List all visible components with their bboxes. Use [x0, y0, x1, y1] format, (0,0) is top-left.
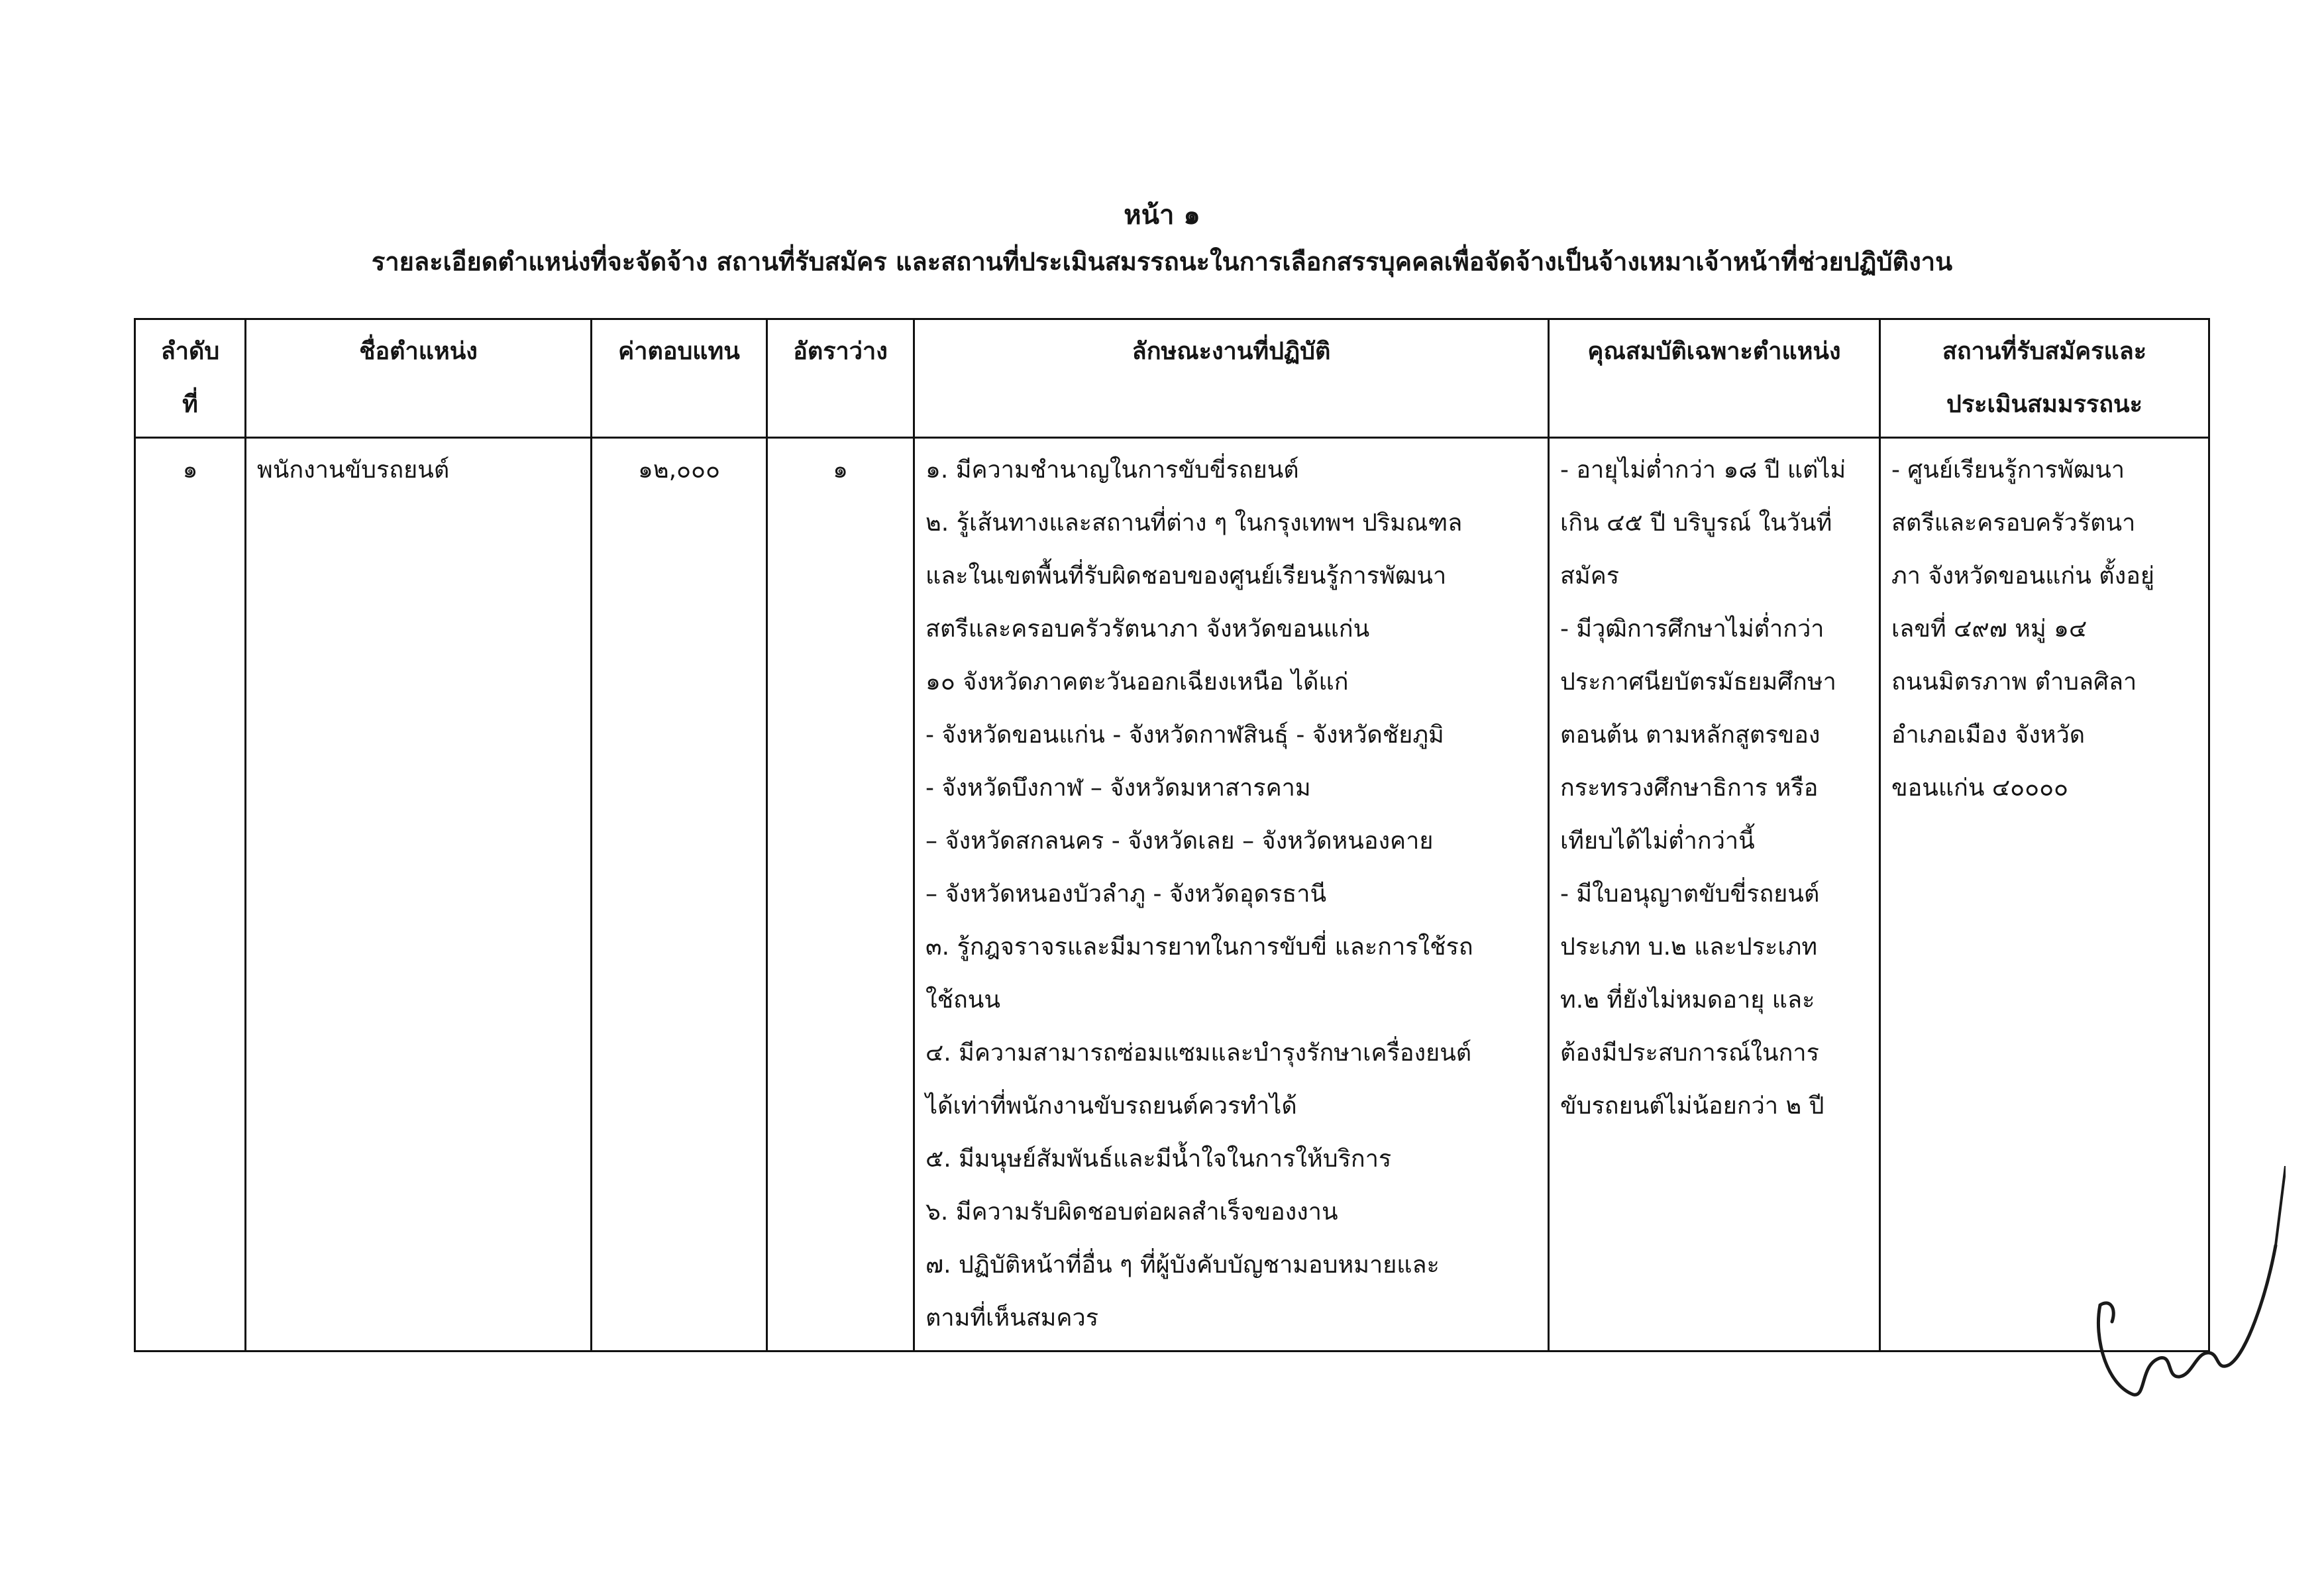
duty-line: ๔. มีความสามารถซ่อมแซมและบำรุงรักษาเครื่องยนต์	[925, 1039, 1472, 1067]
cell-seq: ๑	[135, 438, 246, 1351]
cell-duties	[914, 438, 1549, 1351]
header-pay: ค่าตอบแทน	[592, 319, 767, 438]
qualification-line: เทียบได้ไม่ต่ำกว่านี้	[1560, 827, 1755, 855]
duty-line: ๗. ปฏิบัติหน้าที่อื่น ๆ ที่ผู้บังคับบัญชามอบหมายและ	[925, 1251, 1440, 1279]
duty-line: – จังหวัดหนองบัวลำภู - จังหวัดอุดรธานี	[925, 880, 1327, 908]
duty-line: ได้เท่าที่พนักงานขับรถยนต์ควรทำได้	[925, 1092, 1297, 1120]
qualification-line: - อายุไม่ต่ำกว่า ๑๘ ปี แต่ไม่	[1560, 456, 1846, 484]
qualification-line: ท.๒ ที่ยังไม่หมดอายุ และ	[1560, 986, 1815, 1014]
duty-line: ใช้ถนน	[925, 986, 1001, 1014]
header-vacancy: อัตราว่าง	[767, 319, 914, 438]
qualification-line: - มีใบอนุญาตขับขี่รถยนต์	[1560, 880, 1820, 908]
header-seq-line-2: ที่	[182, 391, 198, 418]
document-title: รายละเอียดตำแหน่งที่จะจัดจ้าง สถานที่รับสมัคร และสถานที่ประเมินสมรรถนะในการเลือกสรรบุคคลเพื่อจัดจ้างเป็นจ้างเหมาเจ้าหน้าที่ช่วยปฏิบัติงาน	[371, 247, 1953, 276]
duty-line: - จังหวัดบึงกาฬ – จังหวัดมหาสารคาม	[925, 774, 1311, 802]
qualification-line: ต้องมีประสบการณ์ในการ	[1560, 1039, 1819, 1067]
page-number: หน้า ๑	[1124, 200, 1200, 231]
cell-pay: ๑๒,๐๐๐	[592, 438, 767, 1351]
venue-line: เลขที่ ๔๙๗ หมู่ ๑๔	[1891, 615, 2087, 643]
venue-line: ถนนมิตรภาพ ตำบลศิลา	[1891, 668, 2137, 696]
venue-line: สตรีและครอบครัวรัตนา	[1891, 509, 2136, 537]
qualification-line: สมัคร	[1560, 562, 1620, 590]
header-duties: ลักษณะงานที่ปฏิบัติ	[914, 319, 1549, 438]
venue-line: ขอนแก่น ๔๐๐๐๐	[1891, 774, 2069, 802]
duty-line: สตรีและครอบครัวรัตนาภา จังหวัดขอนแก่น	[925, 615, 1370, 643]
qualification-line: - มีวุฒิการศึกษาไม่ต่ำกว่า	[1560, 615, 1824, 643]
duty-line: ๖. มีความรับผิดชอบต่อผลสำเร็จของงาน	[925, 1198, 1338, 1226]
venue-line: ภา จังหวัดขอนแก่น ตั้งอยู่	[1891, 562, 2154, 590]
qualification-line: กระทรวงศึกษาธิการ หรือ	[1560, 774, 1819, 802]
header-seq	[135, 319, 246, 438]
duty-line: ตามที่เห็นสมควร	[925, 1304, 1099, 1332]
qualification-line: ประกาศนียบัตรมัธยมศึกษา	[1560, 668, 1836, 696]
header-position: ชื่อตำแหน่ง	[246, 319, 592, 438]
handwritten-signature	[2087, 1166, 2286, 1404]
duty-line: ๑. มีความชำนาญในการขับขี่รถยนต์	[925, 456, 1299, 484]
qualification-line: ตอนต้น ตามหลักสูตรของ	[1560, 721, 1821, 749]
venue-line: - ศูนย์เรียนรู้การพัฒนา	[1891, 456, 2125, 484]
duty-line: ๑๐ จังหวัดภาคตะวันออกเฉียงเหนือ ได้แก่	[925, 668, 1349, 696]
venue-line: อำเภอเมือง จังหวัด	[1891, 721, 2086, 749]
cell-vacancy: ๑	[767, 438, 914, 1351]
qualification-line: ประเภท บ.๒ และประเภท	[1560, 933, 1818, 961]
table-header-row	[135, 319, 2209, 438]
duty-line: และในเขตพื้นที่รับผิดชอบของศูนย์เรียนรู้การพัฒนา	[925, 562, 1447, 590]
header-venue-line-1: สถานที่รับสมัครและ	[1942, 338, 2147, 365]
positions-table	[134, 318, 2210, 1352]
header-venue	[1880, 319, 2209, 438]
duty-line: – จังหวัดสกลนคร - จังหวัดเลย – จังหวัดหนองคาย	[925, 827, 1434, 855]
duty-line: - จังหวัดขอนแก่น - จังหวัดกาฬสินธุ์ - จังหวัดชัยภูมิ	[925, 721, 1444, 749]
qualification-line: ขับรถยนต์ไม่น้อยกว่า ๒ ปี	[1560, 1092, 1824, 1120]
header-venue-line-2: ประเมินสมมรรถนะ	[1946, 391, 2142, 418]
duty-line: ๒. รู้เส้นทางและสถานที่ต่าง ๆ ในกรุงเทพฯ ปริมณฑล	[925, 509, 1463, 537]
qualification-line: เกิน ๔๕ ปี บริบูรณ์ ในวันที่	[1560, 509, 1832, 537]
header-seq-line-1: ลำดับ	[160, 338, 220, 365]
cell-position: พนักงานขับรถยนต์	[246, 438, 592, 1351]
header-qualifications: คุณสมบัติเฉพาะตำแหน่ง	[1549, 319, 1880, 438]
duty-line: ๕. มีมนุษย์สัมพันธ์และมีน้ำใจในการให้บริการ	[925, 1145, 1392, 1173]
table-row	[135, 438, 2209, 1351]
duty-line: ๓. รู้กฎจราจรและมีมารยาทในการขับขี่ และการใช้รถ	[925, 933, 1473, 961]
cell-qualifications	[1549, 438, 1880, 1351]
